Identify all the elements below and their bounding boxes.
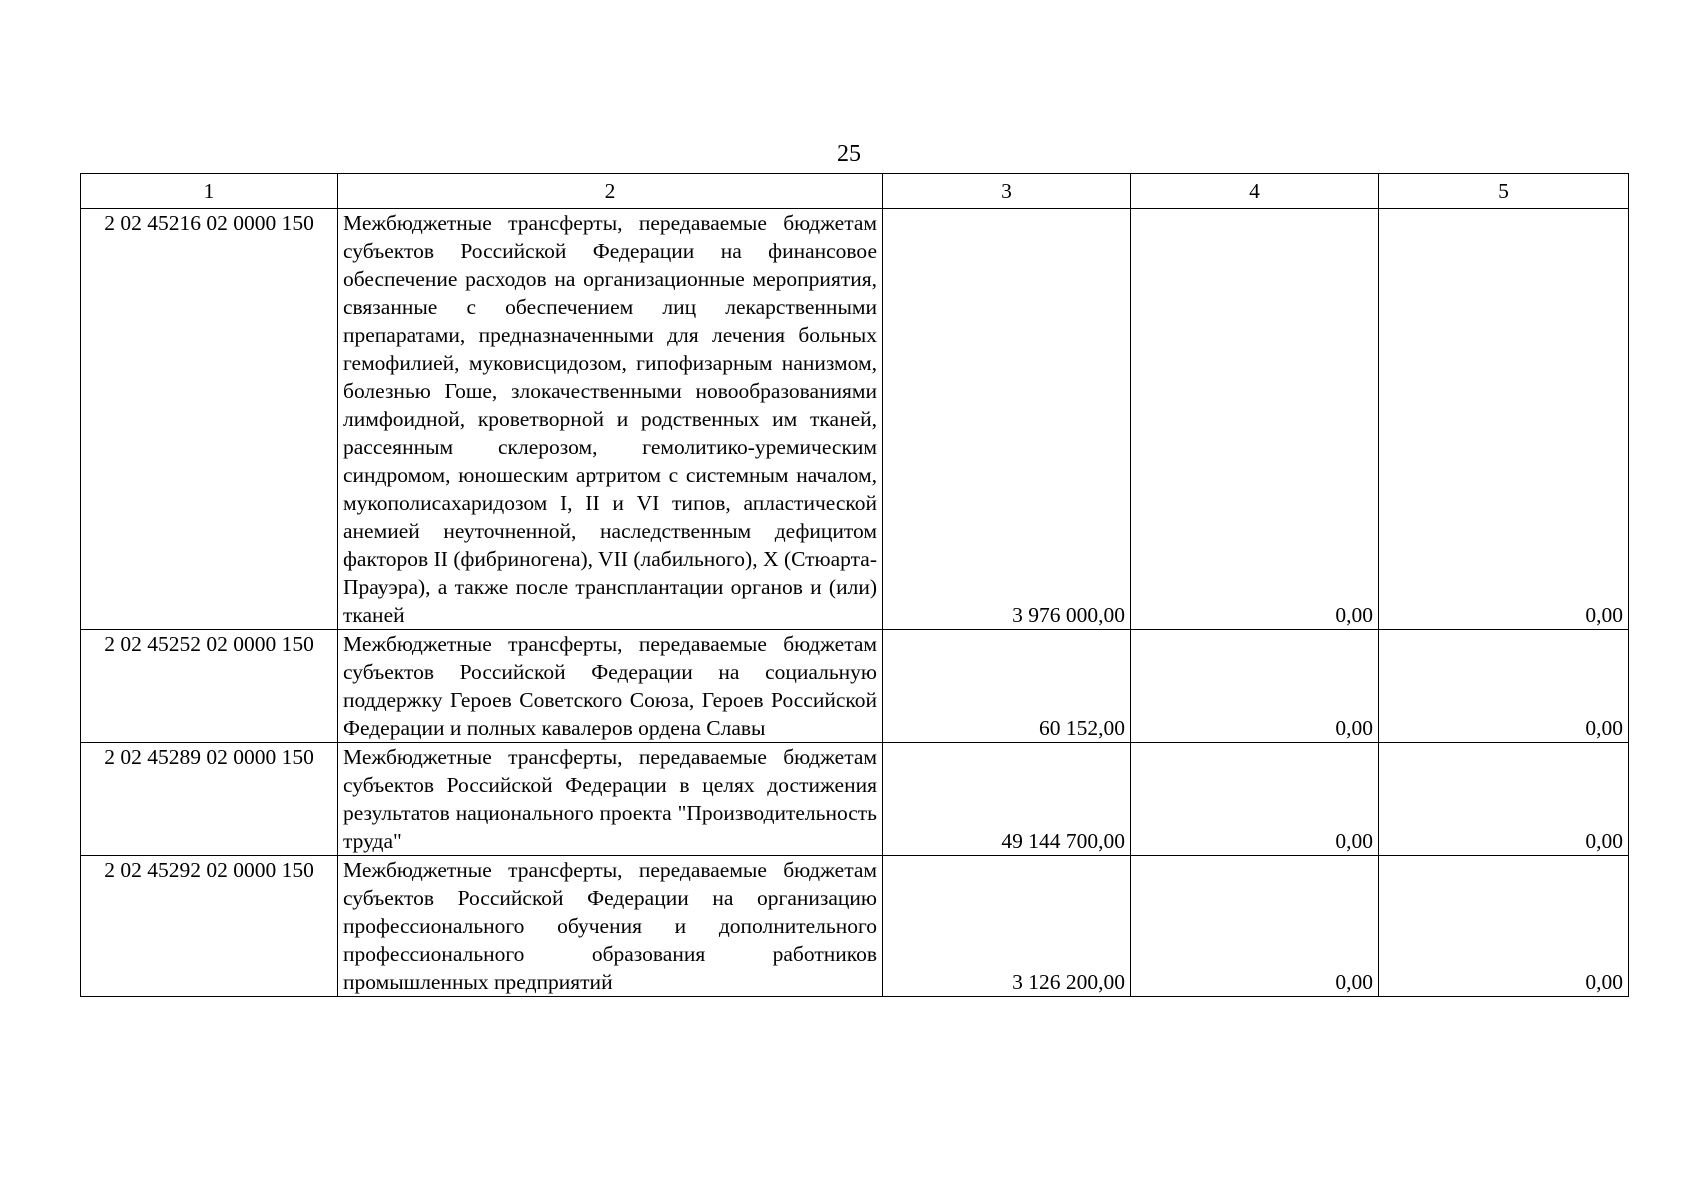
amount-col3-cell: 3 976 000,00 (883, 209, 1131, 630)
amount-col4-cell: 0,00 (1131, 743, 1379, 856)
budget-table (80, 173, 1629, 997)
table-header-row (81, 174, 1629, 209)
amount-col4-cell: 0,00 (1131, 856, 1379, 997)
description-cell: Межбюджетные трансферты, передаваемые бюджетам субъектов Российской Федерации на социальную поддержку Героев Советского Союза, Героев Российской Федерации и полных кавалеров ордена Славы (338, 630, 883, 743)
table-row (81, 743, 1629, 856)
amount-col5-cell: 0,00 (1379, 630, 1629, 743)
budget-code-cell: 2 02 45292 02 0000 150 (81, 856, 338, 997)
table-row (81, 630, 1629, 743)
table-row (81, 856, 1629, 997)
amount-col3-cell: 3 126 200,00 (883, 856, 1131, 997)
description-cell: Межбюджетные трансферты, передаваемые бюджетам субъектов Российской Федерации в целях достижения результатов национального проекта "Производительность труда" (338, 743, 883, 856)
amount-col5-cell: 0,00 (1379, 209, 1629, 630)
description-cell: Межбюджетные трансферты, передаваемые бюджетам субъектов Российской Федерации на финансовое обеспечение расходов на организационные мероприятия, связанные с обеспечением лиц лекарственными препаратами, предназначенными для лечения больных гемофилией, муковисцидозом, гипофизарным нанизмом, болезнью Гоше, злокачественными новообразованиями лимфоидной, кроветворной и родственных им тканей, рассеянным склерозом, гемолитико-уремическим синдромом, юношеским артритом с системным началом, мукополисахаридозом I, II и VI типов, апластической анемией неуточненной, наследственным дефицитом факторов II (фибриногена), VII (лабильного), X (Стюарта-Прауэра), а также после трансплантации органов и (или) тканей (338, 209, 883, 630)
amount-col4-cell: 0,00 (1131, 209, 1379, 630)
amount-col5-cell: 0,00 (1379, 856, 1629, 997)
page-number: 25 (837, 141, 861, 167)
column-header-1: 1 (81, 174, 338, 209)
column-header-5: 5 (1379, 174, 1629, 209)
amount-col3-cell: 49 144 700,00 (883, 743, 1131, 856)
budget-code-cell: 2 02 45252 02 0000 150 (81, 630, 338, 743)
budget-code-cell: 2 02 45216 02 0000 150 (81, 209, 338, 630)
column-header-4: 4 (1131, 174, 1379, 209)
table-row (81, 209, 1629, 630)
budget-code-cell: 2 02 45289 02 0000 150 (81, 743, 338, 856)
amount-col5-cell: 0,00 (1379, 743, 1629, 856)
amount-col3-cell: 60 152,00 (883, 630, 1131, 743)
description-cell: Межбюджетные трансферты, передаваемые бюджетам субъектов Российской Федерации на организацию профессионального обучения и дополнительного профессионального образования работников промышленных предприятий (338, 856, 883, 997)
amount-col4-cell: 0,00 (1131, 630, 1379, 743)
column-header-2: 2 (338, 174, 883, 209)
column-header-3: 3 (883, 174, 1131, 209)
